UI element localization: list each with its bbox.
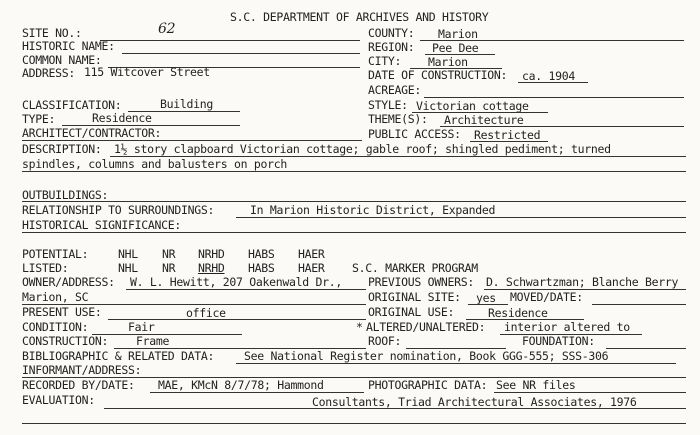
acreage-line xyxy=(424,97,684,98)
potential-nhl: NHL xyxy=(118,247,138,261)
recorded-line xyxy=(150,392,364,393)
public-access-label: PUBLIC ACCESS: xyxy=(368,127,461,141)
moved-label: MOVED/DATE: xyxy=(510,290,583,304)
altered-mark: * xyxy=(356,320,363,334)
bibliographic-line xyxy=(236,363,676,364)
altered-label: ALTERED/UNALTERED: xyxy=(366,320,486,334)
form-header: S.C. DEPARTMENT OF ARCHIVES AND HISTORY xyxy=(230,10,489,24)
relationship-line xyxy=(236,217,686,218)
previous-owners-value: D. Schwartzman; Blanche Berry xyxy=(486,275,679,289)
owner-value: W. L. Hewitt, 207 Oakenwald Dr., xyxy=(130,275,342,289)
architect-label: ARCHITECT/CONTRACTOR: xyxy=(22,126,162,140)
historic-name-line xyxy=(122,53,360,54)
evaluation-value: Consultants, Triad Architectural Associates, 1976 xyxy=(312,395,637,409)
listed-habs: HABS xyxy=(248,261,275,275)
listed-nhl: NHL xyxy=(118,261,138,275)
owner-label: OWNER/ADDRESS: xyxy=(22,275,115,289)
original-use-label: ORIGINAL USE: xyxy=(368,305,455,319)
site-no-line xyxy=(100,40,360,41)
common-name-label: COMMON NAME: xyxy=(22,53,102,67)
themes-line xyxy=(440,126,684,127)
potential-habs: HABS xyxy=(248,247,275,261)
outbuildings-line xyxy=(22,201,686,202)
potential-nr: NR xyxy=(162,247,176,261)
foundation-label: FOUNDATION: xyxy=(522,334,595,348)
original-site-label: ORIGINAL SITE: xyxy=(368,290,461,304)
altered-value: interior altered to xyxy=(504,320,630,334)
public-access-value: Restricted xyxy=(474,128,541,142)
classification-label: CLASSIFICATION: xyxy=(22,98,122,112)
description-line-2: spindles, columns and balusters on porch xyxy=(22,157,287,171)
construction-label: CONSTRUCTION: xyxy=(22,334,109,348)
date-label: DATE OF CONSTRUCTION: xyxy=(368,68,508,82)
region-value: Pee Dee xyxy=(432,41,479,55)
foundation-line xyxy=(606,348,686,349)
listed-label: LISTED: xyxy=(22,261,69,275)
condition-value: Fair xyxy=(128,320,155,334)
original-site-line xyxy=(468,304,508,305)
themes-value: Architecture xyxy=(444,113,524,127)
original-site-value: yes xyxy=(476,291,496,305)
potential-label: POTENTIAL: xyxy=(22,247,89,261)
listed-haer: HAER xyxy=(298,261,325,275)
region-label: REGION: xyxy=(368,40,415,54)
listed-marker-program: S.C. MARKER PROGRAM xyxy=(352,261,478,275)
description-line-1: 1½ story clapboard Victorian cottage; gable roof; shingled pediment; turned xyxy=(114,142,611,156)
date-value: ca. 1904 xyxy=(522,69,575,83)
listed-nr: NR xyxy=(162,261,176,275)
significance-label: HISTORICAL SIGNIFICANCE: xyxy=(22,218,181,232)
photographic-label: PHOTOGRAPHIC DATA: xyxy=(368,378,488,392)
address-label: ADDRESS: xyxy=(22,66,75,80)
bibliographic-value: See National Register nomination, Book GGG-555; SSS-306 xyxy=(244,349,609,363)
condition-label: CONDITION: xyxy=(22,320,89,334)
previous-owners-label: PREVIOUS OWNERS: xyxy=(368,275,474,289)
original-use-value: Residence xyxy=(488,306,548,320)
photographic-value: See NR files xyxy=(496,378,576,392)
relationship-label: RELATIONSHIP TO SURROUNDINGS: xyxy=(22,203,215,217)
style-value: Victorian cottage xyxy=(416,99,529,113)
historic-name-label: HISTORIC NAME: xyxy=(22,39,115,53)
architect-line xyxy=(22,140,362,141)
themes-label: THEME(S): xyxy=(368,112,428,126)
present-use-value: office xyxy=(186,306,226,320)
significance-line xyxy=(22,232,686,233)
roof-label: ROOF: xyxy=(368,334,402,348)
style-label: STYLE: xyxy=(368,98,408,112)
photographic-line xyxy=(494,392,686,393)
type-value: Residence xyxy=(92,111,152,125)
moved-line xyxy=(592,304,686,305)
listed-nrhd: NRHD xyxy=(198,261,225,275)
relationship-value: In Marion Historic District, Expanded xyxy=(250,203,496,217)
description-label: DESCRIPTION: xyxy=(22,142,102,156)
potential-nrhd: NRHD xyxy=(198,247,225,261)
evaluation-label: EVALUATION: xyxy=(22,393,95,407)
informant-label: INFORMANT/ADDRESS: xyxy=(22,363,142,377)
evaluation-line-2 xyxy=(22,423,686,424)
recorded-label: RECORDED BY/DATE: xyxy=(22,378,135,392)
construction-value: Frame xyxy=(136,334,170,348)
evaluation-line xyxy=(104,408,686,409)
outbuildings-label: OUTBUILDINGS: xyxy=(22,188,109,202)
classification-value: Building xyxy=(160,97,213,111)
description-underline-2 xyxy=(22,171,686,172)
present-use-label: PRESENT USE: xyxy=(22,305,102,319)
address-value: 115 Witcover Street xyxy=(84,65,210,79)
owner-value-2: Marion, SC xyxy=(22,290,89,304)
bibliographic-label: BIBLIOGRAPHIC & RELATED DATA: xyxy=(22,349,215,363)
city-value: Marion xyxy=(428,55,468,69)
city-label: CITY: xyxy=(368,54,402,68)
recorded-value: MAE, KMcN 8/7/78; Hammond xyxy=(158,378,324,392)
acreage-label: ACREAGE: xyxy=(368,83,421,97)
county-label: COUNTY: xyxy=(368,26,415,40)
potential-haer: HAER xyxy=(298,247,325,261)
date-line xyxy=(518,82,588,83)
site-no-value: 62 xyxy=(158,21,176,37)
owner-line xyxy=(126,289,366,290)
type-label: TYPE: xyxy=(22,112,56,126)
county-value: Marion xyxy=(438,27,478,41)
site-no-label: SITE NO.: xyxy=(22,26,82,40)
